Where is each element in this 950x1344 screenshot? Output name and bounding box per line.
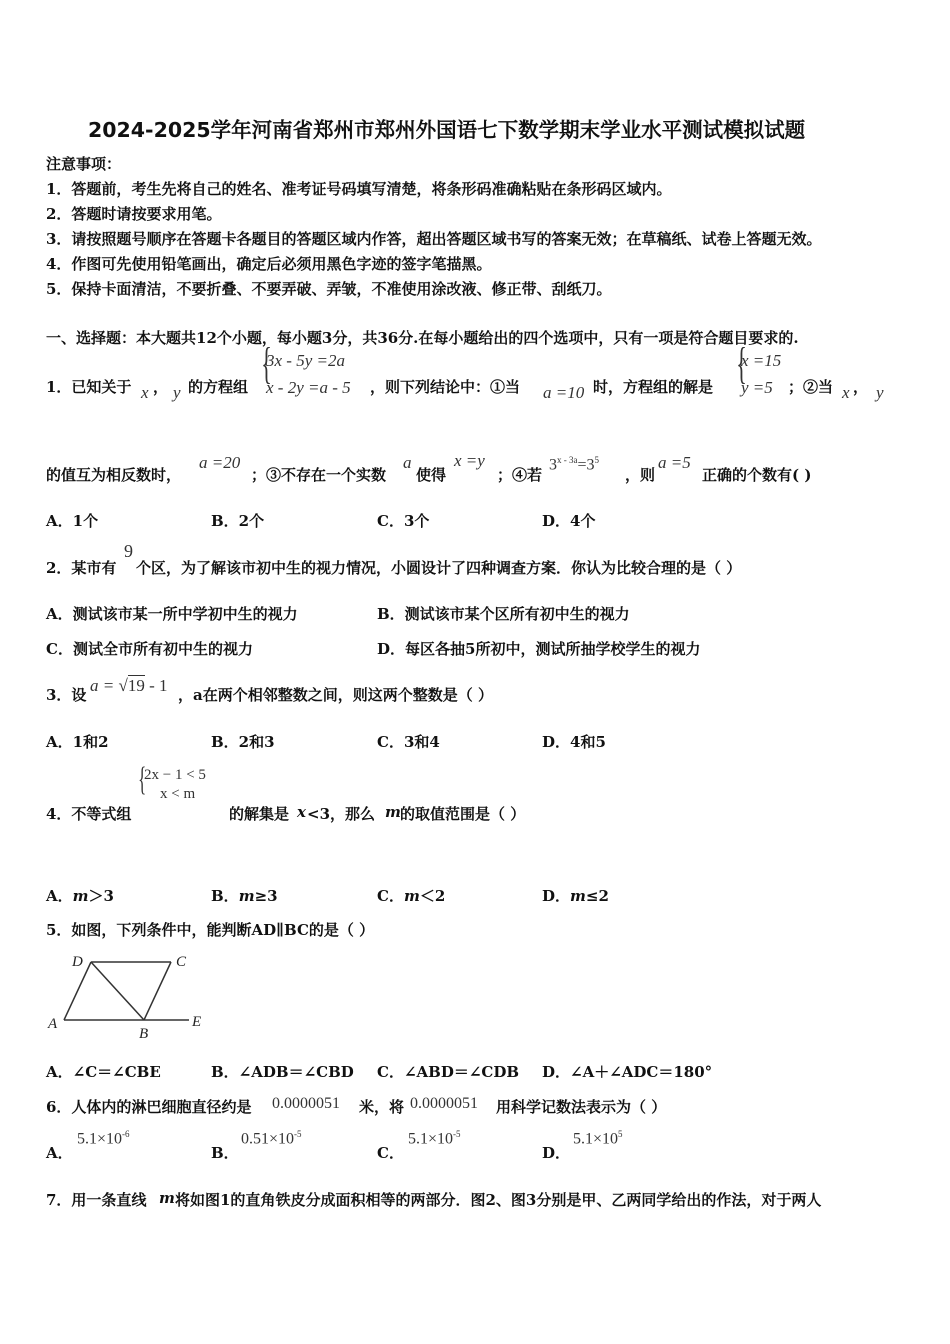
math-expr: $3^{x - 3a}=3^5$	[549, 455, 600, 474]
option-a[interactable]: A．1和2	[46, 733, 109, 751]
equation: x - 2y =a - 5	[266, 378, 351, 397]
q3-intro: 3．设	[46, 686, 87, 704]
q1-text: 的值互为相反数时，	[46, 466, 182, 484]
equation: 3x - 5y =2a	[266, 351, 345, 370]
inequality: x < m	[160, 786, 196, 802]
brace-icon: {	[736, 339, 747, 388]
inequality: 2x − 1 < 5	[144, 767, 206, 783]
label-b: B	[139, 1026, 149, 1040]
q7-intro: 7．用一条直线	[46, 1191, 147, 1209]
option-c[interactable]: $5.1\times 10^{-5}$	[408, 1129, 461, 1148]
var-y: y	[876, 383, 884, 402]
q1-text: ；②当	[788, 378, 834, 396]
inequality-system	[134, 761, 234, 807]
option-d[interactable]: $5.1\times 10^5$	[573, 1129, 623, 1148]
notice-item: 4．作图可先使用铅笔画出，确定后必须用黑色字迹的签字笔描黑。	[46, 255, 492, 273]
option-d-label[interactable]: D．	[542, 1144, 571, 1162]
option-c[interactable]: C．3个	[377, 512, 430, 530]
brace-icon: {	[261, 339, 272, 388]
q4-intro: 4．不等式组	[46, 805, 132, 823]
segment-db	[91, 962, 144, 1020]
var-a: a	[403, 453, 412, 472]
math-expr: a =10	[543, 383, 585, 402]
q1-intro: 1．已知关于	[46, 378, 132, 396]
q3-text: ，a在两个相邻整数之间，则这两个整数是（ ）	[178, 686, 493, 704]
var-x: x	[842, 383, 850, 402]
label-c: C	[176, 954, 187, 970]
option-b[interactable]: $0.51\times 10^{-5}$	[241, 1129, 302, 1148]
option-c-label[interactable]: C．	[377, 1144, 404, 1162]
q5-text: 5．如图，下列条件中，能判断AD∥BC的是（ ）	[46, 921, 375, 939]
option-c[interactable]: C．测试全市所有初中生的视力	[46, 640, 253, 658]
q2-text: 个区，为了解该市初中生的视力情况，小圆设计了四种调查方案．你认为比较合理的是（ ）	[136, 559, 742, 577]
equation: x =15	[741, 351, 782, 370]
var-x: x	[297, 803, 306, 821]
notice-item: 2．答题时请按要求用笔。	[46, 205, 222, 223]
q1-text: ；④若	[497, 466, 543, 484]
math-expr: x =y	[454, 451, 485, 470]
option-b[interactable]: B．2个	[211, 512, 265, 530]
q2-intro: 2．某市有	[46, 559, 117, 577]
q1-text: 时，方程组的解是	[593, 378, 714, 396]
option-a[interactable]: A．m＞3	[46, 887, 114, 905]
q1-text: ，则下列结论中：①当	[370, 378, 521, 396]
var-x: x	[141, 383, 149, 402]
segment-ad	[64, 962, 91, 1020]
var-m: m	[159, 1189, 175, 1207]
notice-item: 3．请按照题号顺序在答题卡各题目的答题区域内作答，超出答题区域书写的答案无效；在草稿纸、试卷上答题无效。	[46, 230, 822, 248]
comma: ，	[853, 378, 869, 396]
option-b[interactable]: B．m≥3	[211, 887, 278, 905]
label-d: D	[72, 954, 83, 970]
q6-text: 用科学记数法表示为（ ）	[496, 1098, 667, 1116]
section-heading: 一、选择题：本大题共12个小题，每小题3分，共36分.在每小题给出的四个选项中，只有一项是符合题目要求的.	[46, 329, 799, 347]
number-9: 9	[124, 541, 133, 561]
option-d[interactable]: D．∠A＋∠ADC＝180°	[542, 1063, 713, 1081]
q1-text: ，则	[625, 466, 656, 484]
equation-system	[256, 339, 376, 402]
var-y: y	[173, 383, 181, 402]
number-value: 0.0000051	[272, 1095, 340, 1112]
option-b[interactable]: B．测试该市某个区所有初中生的视力	[377, 605, 630, 623]
option-c[interactable]: C．m＜2	[377, 887, 446, 905]
option-a-label[interactable]: A．	[46, 1144, 73, 1162]
solution-system	[731, 339, 791, 402]
notice-item: 1．答题前，考生先将自己的姓名、准考证号码填写清楚，将条形码准确粘贴在条形码区域内。	[46, 180, 672, 198]
option-b[interactable]: B．2和3	[211, 733, 275, 751]
q4-text: 的取值范围是（ ）	[400, 805, 526, 823]
number-value: 0.0000051	[410, 1095, 478, 1112]
brace-icon: {	[138, 761, 147, 798]
q7-text: 将如图1的直角铁皮分成面积相等的两部分．图2、图3分别是甲、乙两同学给出的作法，对于两人	[175, 1191, 822, 1209]
label-e: E	[192, 1014, 202, 1030]
option-c[interactable]: C．3和4	[377, 733, 440, 751]
q1-text: ；③不存在一个实数	[251, 466, 387, 484]
option-d[interactable]: D．4和5	[542, 733, 606, 751]
option-a[interactable]: A．1个	[46, 512, 99, 530]
option-b[interactable]: B．∠ADB＝∠CBD	[211, 1063, 354, 1081]
q1-text: 使得	[416, 466, 447, 484]
segment-cb	[144, 962, 171, 1020]
option-a[interactable]: $5.1\times 10^{-6}$	[77, 1129, 130, 1148]
q1-text: 的方程组	[188, 378, 249, 396]
option-d[interactable]: D．4个	[542, 512, 596, 530]
var-m: m	[385, 803, 401, 821]
option-d[interactable]: D．m≤2	[542, 887, 609, 905]
comma: ，	[153, 378, 169, 396]
math-expr: a =20	[199, 453, 241, 472]
option-b-label[interactable]: B．	[211, 1144, 239, 1162]
option-a[interactable]: A．测试该市某一所中学初中生的视力	[46, 605, 298, 623]
math-expr: a = √19 - 1	[90, 676, 168, 695]
math-expr: a =5	[658, 453, 691, 472]
label-a: A	[48, 1016, 58, 1032]
option-c[interactable]: C．∠ABD＝∠CDB	[377, 1063, 520, 1081]
q6-text: 米，将	[359, 1098, 405, 1116]
q6-intro: 6．人体内的淋巴细胞直径约是	[46, 1098, 252, 1116]
equation: y =5	[741, 378, 773, 397]
option-d[interactable]: D．每区各抽5所初中，测试所抽学校学生的视力	[377, 640, 701, 658]
q4-text: <3，那么	[307, 805, 376, 823]
q1-text: 正确的个数有( )	[702, 466, 812, 484]
page-title: 2024-2025学年河南省郑州市郑州外国语七下数学期末学业水平测试模拟试题	[88, 118, 806, 142]
notice-heading: 注意事项：	[46, 155, 122, 173]
option-a[interactable]: A．∠C＝∠CBE	[46, 1063, 161, 1081]
notice-item: 5．保持卡面清洁，不要折叠、不要弄破、弄皱，不准使用涂改液、修正带、刮纸刀。	[46, 280, 612, 298]
q4-text: 的解集是	[229, 805, 290, 823]
parallelogram-figure	[44, 948, 214, 1040]
